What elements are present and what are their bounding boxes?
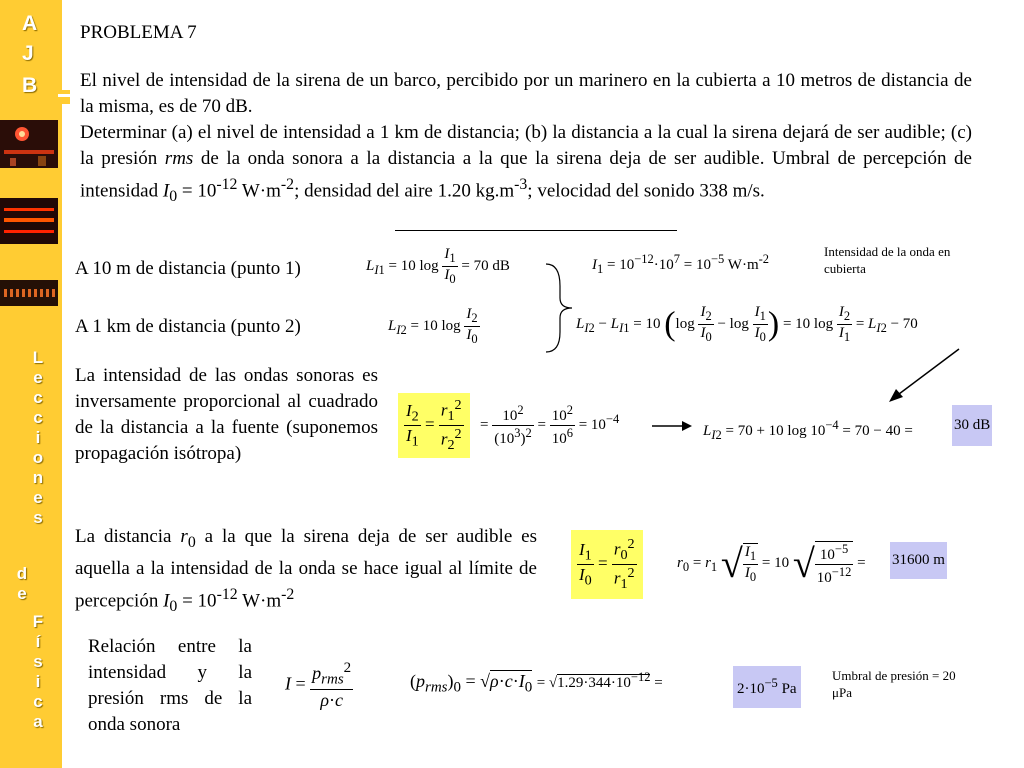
- eq-prms: $(p_{rms})_0 = √\rho\cdot c\cdot I_0 = √1.29\cdot 344\cdot 10^{-12}$ =: [410, 670, 663, 696]
- eq-I1: $I_1 = 10^{-12}\cdot 10^7 = 10^{-5}$ $W\cdot m^{-2}$: [592, 252, 770, 276]
- vt-letter: d: [16, 564, 28, 583]
- statement-part-2d: W·m: [237, 180, 281, 202]
- statement-exp3: -3: [514, 176, 528, 193]
- vt-letter: e: [33, 488, 43, 507]
- logo-letter-j: J: [22, 42, 34, 65]
- vt-letter: c: [33, 408, 43, 427]
- vt-letter: o: [32, 448, 44, 467]
- r0-text-c: = 10: [177, 590, 217, 612]
- statement-i0-sub: 0: [169, 188, 178, 206]
- vt-letter: c: [33, 388, 43, 407]
- note-umbral: Umbral de presión = 20 μPa: [832, 668, 956, 700]
- r0-text-sub: 0: [187, 533, 196, 551]
- r0-text-Isub: 0: [169, 597, 178, 615]
- eq-r0-ratio: $\frac{I_1}{I_0}$ = $\frac{r_0^2}{r_1^2}$: [571, 530, 643, 599]
- result-prms-unit: Pa: [777, 681, 797, 697]
- vertical-title-lecciones: [26, 348, 50, 528]
- statement-part-2f: ; velocidad del sonido 338 m/s.: [527, 180, 765, 202]
- vt-letter: c: [33, 692, 43, 711]
- separator-line: [395, 230, 677, 231]
- r0-text-d: W·m: [237, 590, 282, 612]
- statement-part-1: El nivel de intensidad de la sirena de un barco, percibido por un marinero en la cubierta a 10 metros de distancia de la misma, es de 70 dB.: [80, 70, 972, 117]
- eq-pressure-intensity: I = $\frac{p_{rms}^2}{\rho\cdot c}$: [285, 660, 352, 710]
- lab-photo-2: [0, 198, 58, 244]
- vertical-title-de: [10, 564, 34, 604]
- result-LI2: 30 dB: [952, 405, 992, 446]
- r0-text-exp2: -2: [281, 585, 295, 603]
- inverse-square-text: La intensidad de las ondas sonoras es inversamente proporcional al cuadrado de la distancia a la fuente (suponemos propagación isótropa): [75, 365, 378, 464]
- arrow-right-icon: [650, 418, 694, 434]
- problem-statement: [80, 68, 972, 210]
- vt-letter: L: [32, 348, 44, 367]
- statement-rms: rms: [164, 148, 194, 169]
- vt-letter: i: [35, 428, 41, 447]
- lab-photo-1-image: [0, 120, 58, 168]
- statement-part-2a: Determinar (a) el nivel de intensidad a 1 km de distancia; (b) la distancia a la cual la sirena dejará de ser audible; (c) la presión: [80, 122, 972, 169]
- vertical-title-fisica: [26, 612, 50, 732]
- result-r0: 31600 m: [890, 542, 947, 579]
- vt-letter: s: [33, 508, 43, 527]
- logo-letter-b: B: [22, 74, 38, 97]
- r0-text-I: I: [163, 590, 170, 612]
- lab-photo-2-image: [0, 198, 58, 244]
- r0-text-exp: -12: [216, 585, 238, 603]
- arrow-diagonal-icon: [885, 345, 965, 405]
- brace-icon: [540, 260, 580, 356]
- eq-LI2-result: $L_{I2} = 70 + 10$ $\log 10^{-4} = 70 - 40$ =: [703, 418, 913, 442]
- vt-letter: e: [33, 368, 43, 387]
- r0-text-b: a la que la sirena deja de ser audible es aquella a la intensidad de la onda se hace igual al límite de percepción: [75, 526, 538, 612]
- point1-label: A 10 m de distancia (punto 1): [75, 258, 301, 279]
- result-prms-exp: −5: [764, 676, 778, 690]
- note-cubierta: Intensidad de la onda en cubierta: [824, 244, 951, 276]
- r0-text-a: La distancia: [75, 526, 181, 547]
- eq-ratio: = $\frac{10^2}{(10^3)^2}$ = $\frac{10^2}{10^6}$ = $10^{-4}$: [480, 403, 620, 447]
- problem-title: PROBLEMA 7: [80, 22, 197, 43]
- vt-letter: í: [35, 632, 41, 651]
- result-prms: [733, 666, 801, 708]
- r0-text-r: r: [180, 526, 188, 547]
- eq-LI1: $L_{I1} = 10$ log $\frac{I_1}{I_0}$ = 70 dB: [366, 246, 510, 286]
- vt-letter: e: [17, 584, 27, 603]
- result-prms-value: 2·10: [737, 681, 765, 697]
- r0-text: [75, 524, 537, 620]
- eq-LI2: $L_{I2} = 10$ log $\frac{I_2}{I_0}$: [388, 306, 478, 346]
- statement-exp1: -12: [216, 176, 238, 193]
- vt-letter: i: [35, 672, 41, 691]
- logo-letter-a: A: [22, 12, 38, 35]
- statement-exp2: -2: [280, 176, 295, 193]
- eq-inverse-square: $\frac{I_2}{I_1}$ = $\frac{r_1^2}{r_2^2}$: [398, 393, 470, 458]
- sidebar-notch-gap: [58, 94, 70, 97]
- statement-part-2b: de la onda sonora a la distancia a la que la sirena deja de ser audible. Umbral de percepción de intensidad: [80, 148, 972, 202]
- lab-photo-3-image: [0, 280, 58, 306]
- vt-letter: n: [32, 468, 44, 487]
- lab-photo-1: [0, 120, 58, 168]
- statement-i0: I: [162, 180, 170, 202]
- statement-part-2e: ; densidad del aire 1.20 kg.m: [294, 180, 515, 202]
- lab-photo-3: [0, 280, 58, 306]
- vt-letter: F: [32, 612, 44, 631]
- pressure-text: Relación entre la intensidad y la presión rms de la onda sonora: [88, 636, 252, 735]
- vt-letter: a: [33, 712, 43, 731]
- statement-part-2c: = 10: [177, 180, 217, 202]
- vt-letter: s: [33, 652, 43, 671]
- eq-r0: $r_0 = r_1$ √ $\frac{I_1}{I_0}$ = 10 √ $\frac{10^{-5}}{10^{-12}}$ =: [677, 541, 866, 586]
- sidebar-notch: [58, 90, 70, 104]
- eq-difference: $L_{I2} - L_{I1} = 10$ (log $\frac{I_2}{I_0}$ − log $\frac{I_1}{I_0}$ ) = 10 log $\frac{I_2}{I_1}$ = $L_{I2} - 70$: [576, 304, 918, 344]
- point2-label: A 1 km de distancia (punto 2): [75, 316, 301, 337]
